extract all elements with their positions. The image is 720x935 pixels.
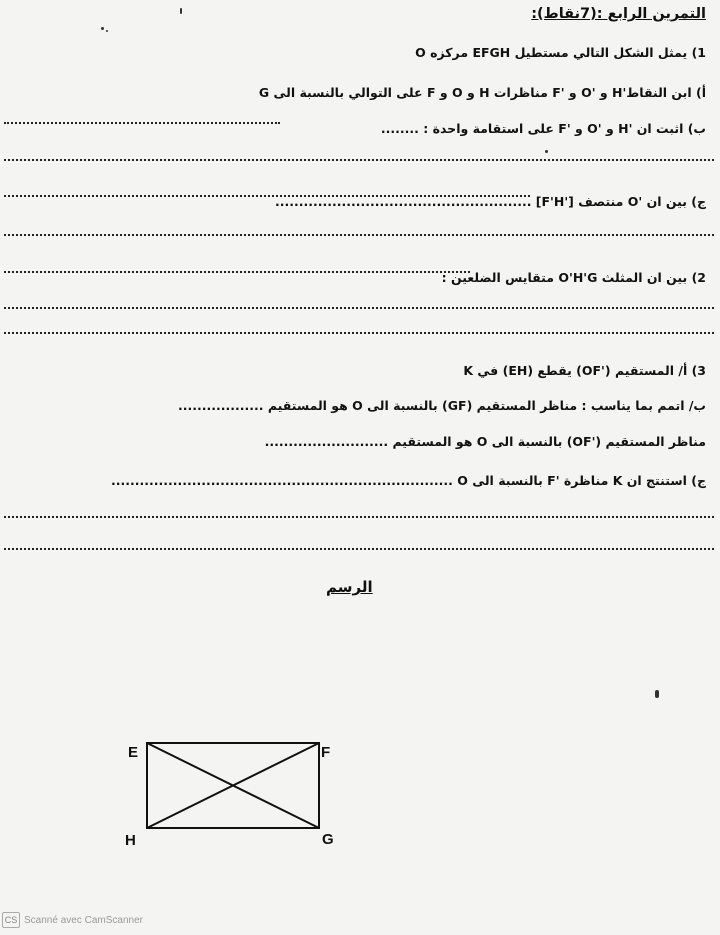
q1-part-a: أ) ابن النقاط'H و 'O و 'F مناظرات H و O و F على التوالي بالنسبة الى G: [258, 85, 706, 100]
drawing-title: الرسم: [326, 578, 373, 596]
q3-part-c: ج) استنتج ان K مناظرة 'F بالنسبة الى O ........................................................................: [110, 473, 706, 488]
vertex-label-f: F: [321, 744, 331, 761]
exercise-title: التمرين الرابع :(7نقاط):: [531, 6, 706, 22]
vertex-label-h: H: [125, 832, 136, 849]
q1-part-c: ج) بين ان 'O منتصف ['F'H] ......................................................: [275, 194, 706, 209]
vertex-label-e: E: [128, 744, 139, 761]
q1-part-b: ب) اثبت ان 'H و 'O و 'F على استقامة واحدة : ........: [380, 121, 706, 136]
camscanner-logo-icon: CS: [2, 912, 20, 928]
q3-part-a: 3) أ/ المستقيم ('OF) يقطع (EH) في K: [463, 363, 706, 378]
scanner-text: Scanné avec CamScanner: [24, 914, 143, 926]
q1-intro: 1) يمثل الشكل التالي مستطيل EFGH مركزه O: [415, 45, 706, 60]
q3-part-b2: مناظر المستقيم ('OF) بالنسبة الى O هو المستقيم ..........................: [264, 434, 706, 449]
vertex-label-g: G: [322, 831, 334, 848]
q3-part-b: ب/ اتمم بما يناسب : مناظر المستقيم (GF) بالنسبة الى O هو المستقيم ..................: [178, 398, 706, 413]
q2-text: 2) بين ان المثلث O'H'G متقايس الضلعين :: [441, 270, 706, 285]
scanner-watermark: [2, 912, 143, 928]
